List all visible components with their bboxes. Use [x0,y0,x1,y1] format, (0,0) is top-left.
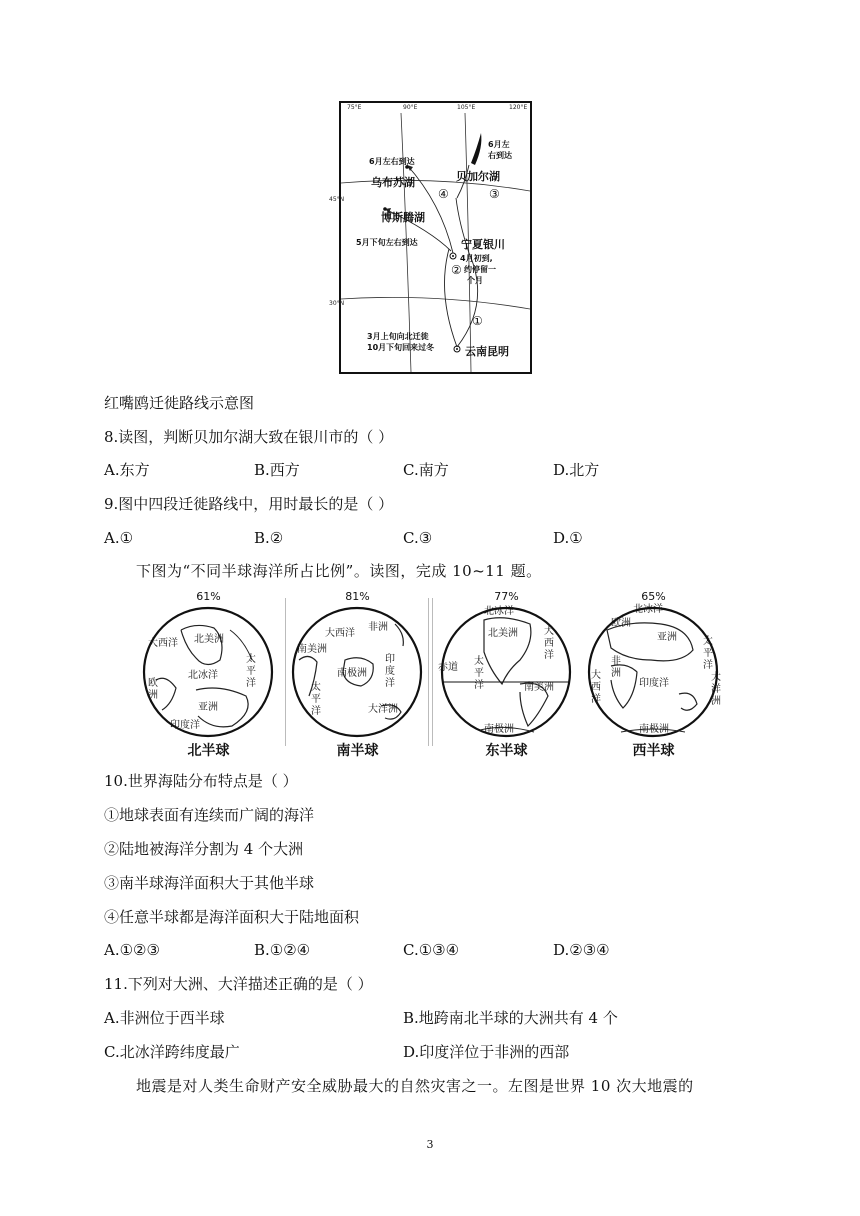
globe-label: 大洋洲 [368,704,398,715]
globe-label: 大 [711,672,721,683]
place-yinchuan: 宁夏银川 [461,238,505,251]
lon-label: 75°E [347,104,362,111]
globe-name: 北半球 [187,743,230,759]
q8-option-a[interactable]: A.东方 [104,461,150,479]
page-number: 3 [426,1138,434,1151]
globe-label: 洋 [474,680,484,691]
globe-label: 太 [474,656,484,667]
q11-option-b[interactable]: B.地跨南北半球的大洲共有 4 个 [403,1009,618,1027]
q10-statement: ④任意半球都是海洋面积大于陆地面积 [104,908,360,926]
globe-label: 印度洋 [639,678,669,689]
globe-label: 亚洲 [657,632,677,643]
lon-label: 120°E [509,104,528,111]
note-june-ubsu: 6月左右到达 [369,157,415,166]
globe-percent: 65% [641,590,666,603]
globe-name: 南半球 [336,743,379,759]
q9-option-b[interactable]: B.② [254,529,284,547]
route-mark-2: ② [451,263,462,277]
globe-percent: 77% [494,590,519,603]
globe-label: 大西洋 [325,628,355,639]
globe-percent: 61% [196,590,221,603]
globe-label: 南美洲 [297,644,327,655]
globe-label: 洋 [544,650,554,661]
globe-label: 太 [246,654,256,665]
q8-option-c[interactable]: C.南方 [403,461,449,479]
globe-label: 南极洲 [337,668,367,679]
q10-option-a[interactable]: A.①②③ [104,941,160,959]
place-kunming: 云南昆明 [465,345,509,358]
note-june-baikal-2: 右到达 [488,151,512,160]
globe-southern [285,590,430,760]
globe-name: 西半球 [632,743,675,759]
globe-label: 洋 [711,684,721,695]
hemisphere-figure [136,590,726,760]
migration-map [329,101,532,374]
globe-percent: 81% [345,590,370,603]
globe-label: 南极洲 [639,724,669,735]
globe-western [581,590,726,760]
q8-stem: 8.读图，判断贝加尔湖大致在银川市的（ ） [104,428,394,446]
globe-label: 洋 [311,706,321,717]
q10-statement: ②陆地被海洋分割为 4 个大洲 [104,840,304,858]
globe-label: 北冰洋 [484,606,514,617]
q9-option-d[interactable]: D.① [553,529,583,547]
globe-label: 欧洲 [611,618,631,629]
q9-stem: 9.图中四段迁徙路线中，用时最长的是（ ） [104,495,394,513]
note-april-2: 约停留一 [464,265,496,274]
route-mark-1: ① [472,314,483,328]
globe-label: 大 [591,670,601,681]
globe-label: 南美洲 [524,682,554,693]
globe-label: 洲 [711,696,721,707]
q10-option-c[interactable]: C.①③④ [403,941,460,959]
globe-label: 平 [246,666,256,677]
q11-option-c[interactable]: C.北冰洋跨纬度最广 [104,1043,240,1061]
globe-label: 洋 [246,678,256,689]
globe-label: 平 [311,694,321,705]
globe-label: 非洲 [368,622,388,633]
globe-label: 平 [703,648,713,659]
q10-option-d[interactable]: D.②③④ [553,941,610,959]
q11-option-a[interactable]: A.非洲位于西半球 [104,1009,225,1027]
globe-label: 西 [591,682,601,693]
globe-label: 北冰洋 [188,670,218,681]
globe-northern [136,590,281,760]
lon-label: 90°E [403,104,418,111]
globe-label: 印 [385,654,395,665]
note-june-baikal-1: 6月左 [488,140,510,149]
q10-statement: ①地球表面有连续而广阔的海洋 [104,806,315,824]
place-baikal-lake: 贝加尔湖 [456,170,500,183]
q9-option-a[interactable]: A.① [104,529,134,547]
q8-option-d[interactable]: D.北方 [553,461,600,479]
globe-label: 太 [703,636,713,647]
q9-option-c[interactable]: C.③ [403,529,433,547]
globe-eastern [434,590,579,760]
q10-option-b[interactable]: B.①②④ [254,941,311,959]
globe-label: 洲 [611,668,621,679]
place-bosten-lake: 博斯腾湖 [381,211,425,224]
intro-earthquake: 地震是对人类生命财产安全威胁最大的自然灾害之一。左图是世界 10 次大地震的 [136,1077,694,1095]
lat-label: 45°N [329,196,345,203]
intro-10-11: 下图为“不同半球海洋所占比例”。读图，完成 10~11 题。 [136,562,542,580]
globe-label: 大 [544,626,554,637]
note-april-3: 个月 [467,276,483,285]
globe-label: 洋 [591,694,601,705]
q10-statement: ③南半球海洋面积大于其他半球 [104,874,315,892]
place-ubsu-lake: 乌布苏湖 [371,176,415,189]
route-mark-3: ③ [489,187,500,201]
lon-label: 105°E [457,104,476,111]
globe-label: 南极洲 [484,724,514,735]
q10-stem: 10.世界海陆分布特点是（ ） [104,772,298,790]
globe-label: 度 [385,666,395,677]
q11-stem: 11.下列对大洲、大洋描述正确的是（ ） [104,975,373,993]
q8-option-b[interactable]: B.西方 [254,461,300,479]
map-caption: 红嘴鸥迁徙路线示意图 [104,394,255,412]
globe-name: 东半球 [485,743,528,759]
globe-label: 印度洋 [170,720,200,731]
note-march-1: 3月上旬向北迁徙 [367,332,429,341]
globe-label: 洋 [703,660,713,671]
globe-label: 大西洋 [148,638,178,649]
note-may-bosten: 5月下旬左右到达 [356,238,418,247]
globe-label: 北美洲 [194,634,224,645]
globe-label: 北美洲 [488,628,518,639]
note-march-2: 10月下旬回来过冬 [367,343,435,352]
lat-label: 30°N [329,300,345,307]
globe-label: 亚洲 [198,702,218,713]
globe-label: 非 [611,656,621,667]
globe-label: 洲 [148,690,158,701]
globe-label: 赤道 [438,662,458,673]
globe-label: 太 [311,682,321,693]
route-mark-4: ④ [438,187,449,201]
globe-label: 北冰洋 [633,604,663,615]
note-april-1: 4月初到, [460,254,493,263]
globe-label: 欧 [148,678,158,689]
globe-label: 西 [544,638,554,649]
globe-label: 平 [474,668,484,679]
q11-option-d[interactable]: D.印度洋位于非洲的西部 [403,1043,570,1061]
globe-label: 洋 [385,678,395,689]
